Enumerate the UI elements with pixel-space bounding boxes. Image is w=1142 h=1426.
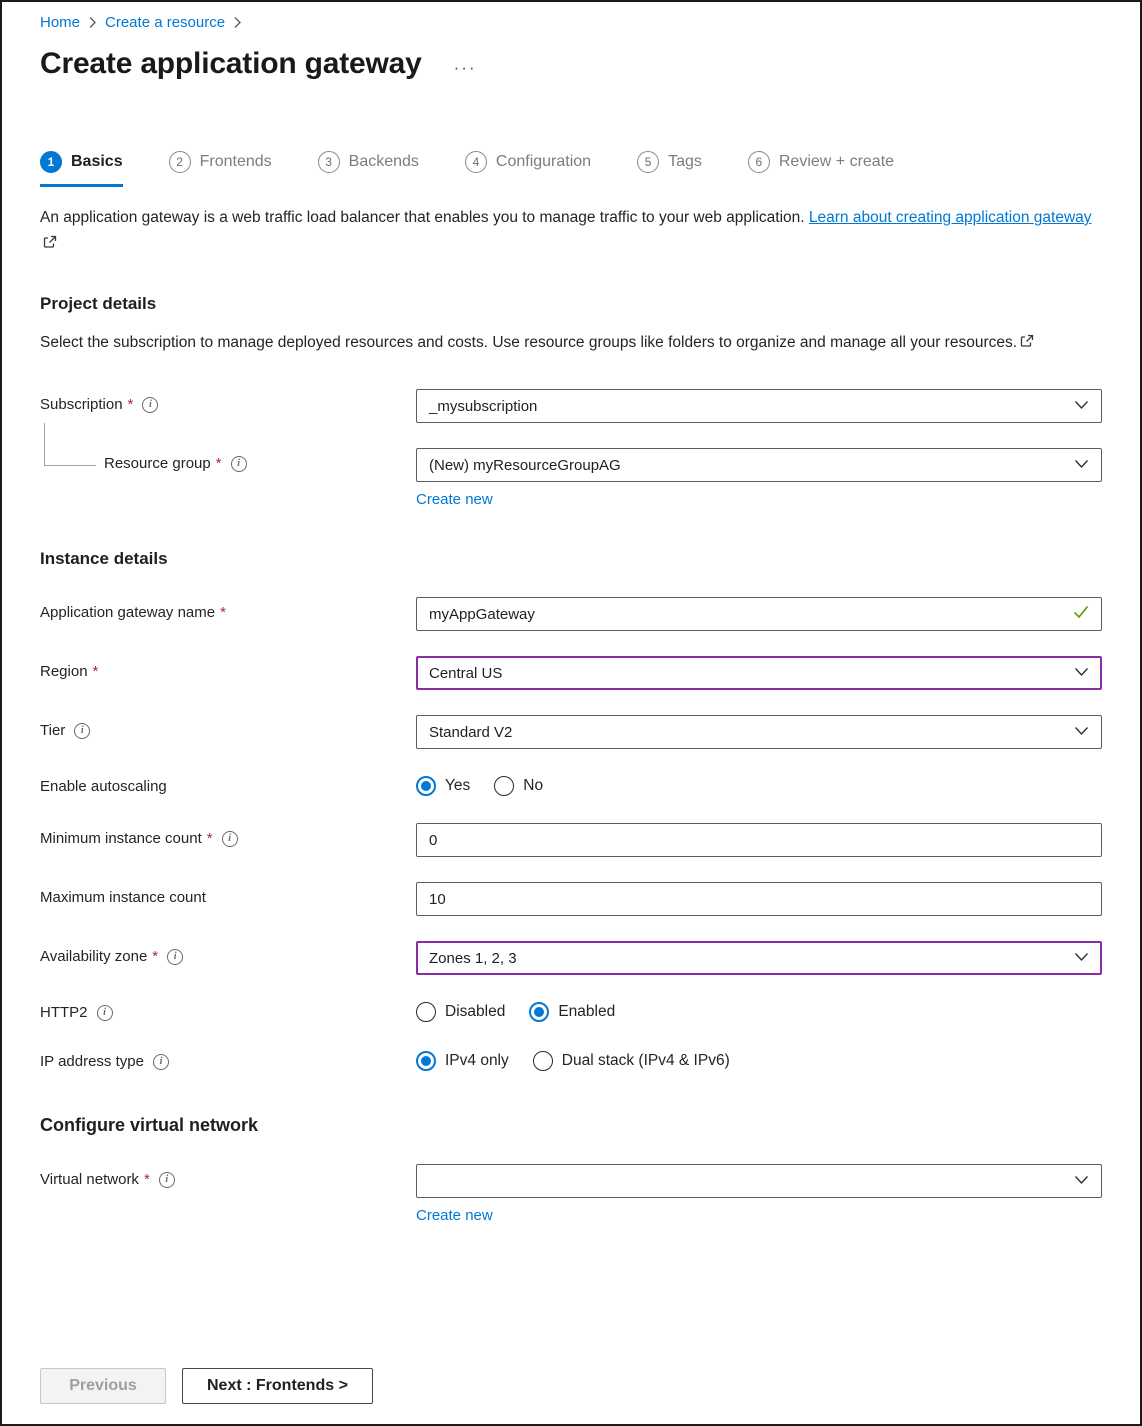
info-icon[interactable]: i	[74, 723, 90, 739]
availability-zone-row	[40, 941, 1102, 975]
virtual-network-label: Virtual network	[40, 1171, 139, 1188]
tab-configuration[interactable]	[465, 151, 591, 187]
required-marker: *	[92, 663, 99, 680]
next-frontends-button[interactable]: Next : Frontends >	[182, 1368, 373, 1404]
min-instance-count-input[interactable]	[416, 823, 1102, 857]
http2-enabled-radio[interactable]: Enabled	[529, 1002, 615, 1022]
ip-address-type-radio-group	[416, 1049, 1102, 1071]
availability-zone-label: Availability zone	[40, 948, 148, 965]
subscription-label: Subscription	[40, 396, 123, 413]
virtual-network-dropdown[interactable]	[416, 1164, 1102, 1198]
ip-address-type-row	[40, 1049, 1102, 1071]
create-new-resource-group-link[interactable]: Create new	[416, 491, 493, 508]
http2-disabled-radio[interactable]: Disabled	[416, 1002, 505, 1022]
chevron-down-icon	[1074, 949, 1089, 967]
radio-unselected-icon	[533, 1051, 553, 1071]
breadcrumb	[40, 12, 1102, 31]
required-marker: *	[206, 830, 213, 847]
max-instance-count-row	[40, 882, 1102, 916]
chevron-down-icon	[1074, 456, 1089, 474]
max-instance-count-label: Maximum instance count	[40, 889, 206, 906]
radio-unselected-icon	[494, 776, 514, 796]
required-marker: *	[143, 1171, 150, 1188]
tab-number-badge: 2	[169, 151, 191, 173]
intro-description: An application gateway is a web traffic load balancer that enables you to manage traffic to your web application.	[40, 209, 805, 226]
chevron-down-icon	[1074, 723, 1089, 741]
tab-number-badge: 5	[637, 151, 659, 173]
max-instance-count-input[interactable]	[416, 882, 1102, 916]
enable-autoscaling-radio-group	[416, 774, 1102, 796]
info-icon[interactable]: i	[153, 1054, 169, 1070]
previous-button: Previous	[40, 1368, 166, 1404]
min-instance-count-label: Minimum instance count	[40, 830, 202, 847]
breadcrumb-home-link[interactable]: Home	[40, 14, 81, 31]
page-title: Create application gateway	[40, 47, 422, 80]
radio-selected-icon	[529, 1002, 549, 1022]
external-link-icon	[43, 232, 57, 258]
configure-virtual-network-heading: Configure virtual network	[40, 1115, 259, 1135]
chevron-right-icon	[233, 16, 242, 29]
resource-group-dropdown[interactable]: (New) myResourceGroupAG	[416, 448, 1102, 482]
wizard-footer	[40, 1368, 373, 1404]
external-link-icon	[1020, 331, 1034, 357]
tab-tags[interactable]	[637, 151, 702, 187]
tab-label: Basics	[71, 153, 123, 170]
tab-review-create[interactable]	[748, 151, 894, 187]
nesting-connector-line	[44, 423, 96, 466]
radio-unselected-icon	[416, 1002, 436, 1022]
chevron-down-icon	[1074, 1172, 1089, 1190]
autoscaling-yes-radio[interactable]: Yes	[416, 776, 470, 796]
create-new-virtual-network-link[interactable]: Create new	[416, 1207, 493, 1224]
required-marker: *	[127, 396, 134, 413]
tab-number-badge: 6	[748, 151, 770, 173]
tab-label: Tags	[668, 153, 702, 170]
http2-label: HTTP2	[40, 1004, 88, 1021]
instance-details-heading: Instance details	[40, 549, 168, 568]
learn-about-link[interactable]: Learn about creating application gateway	[808, 209, 1092, 226]
ipv4-only-radio[interactable]: IPv4 only	[416, 1051, 509, 1071]
chevron-down-icon	[1074, 664, 1089, 682]
resource-group-label: Resource group	[104, 455, 211, 472]
http2-radio-group	[416, 1000, 1102, 1022]
tier-dropdown[interactable]: Standard V2	[416, 715, 1102, 749]
app-gateway-name-label: Application gateway name	[40, 604, 216, 621]
app-gateway-name-input-wrap	[416, 597, 1102, 631]
min-instance-count-row	[40, 823, 1102, 857]
required-marker: *	[220, 604, 226, 621]
tab-backends[interactable]	[318, 151, 419, 187]
subscription-row	[40, 389, 1102, 423]
tab-frontends[interactable]	[169, 151, 272, 187]
info-icon[interactable]: i	[97, 1005, 113, 1021]
required-marker: *	[215, 455, 222, 472]
radio-selected-icon	[416, 1051, 436, 1071]
tab-number-badge: 3	[318, 151, 340, 173]
resource-group-row	[40, 448, 1102, 509]
valid-check-icon	[1073, 605, 1089, 624]
tier-label: Tier	[40, 722, 66, 739]
app-gateway-name-row	[40, 597, 1102, 631]
tab-label: Frontends	[199, 153, 272, 170]
more-options-icon[interactable]: ···	[453, 58, 477, 77]
info-icon[interactable]: i	[222, 831, 238, 847]
subscription-dropdown[interactable]: _mysubscription	[416, 389, 1102, 423]
project-details-heading: Project details	[40, 294, 157, 313]
region-label: Region	[40, 663, 88, 680]
intro-text	[40, 205, 1102, 258]
info-icon[interactable]: i	[142, 397, 158, 413]
ip-address-type-label: IP address type	[40, 1053, 144, 1070]
enable-autoscaling-row	[40, 774, 1102, 796]
tab-number-badge: 4	[465, 151, 487, 173]
autoscaling-no-radio[interactable]: No	[494, 776, 543, 796]
info-icon[interactable]: i	[231, 456, 247, 472]
http2-row	[40, 1000, 1102, 1022]
breadcrumb-create-resource-link[interactable]: Create a resource	[105, 14, 226, 31]
dual-stack-radio[interactable]: Dual stack (IPv4 & IPv6)	[533, 1051, 730, 1071]
tab-label: Configuration	[495, 153, 592, 170]
region-row	[40, 656, 1102, 690]
tab-label: Backends	[348, 153, 419, 170]
tab-number-badge: 1	[40, 151, 62, 173]
region-dropdown[interactable]: Central US	[416, 656, 1102, 690]
info-icon[interactable]: i	[159, 1172, 175, 1188]
wizard-tabs	[40, 151, 1102, 187]
tab-basics[interactable]	[40, 151, 123, 187]
project-details-description: Select the subscription to manage deployed resources and costs. Use resource groups like folders to organize and manage all your resources.	[40, 330, 1102, 357]
info-icon[interactable]: i	[167, 949, 183, 965]
radio-selected-icon	[416, 776, 436, 796]
enable-autoscaling-label: Enable autoscaling	[40, 778, 167, 795]
virtual-network-row	[40, 1164, 1102, 1225]
chevron-down-icon	[1074, 397, 1089, 415]
app-gateway-name-input[interactable]	[429, 606, 1073, 623]
tab-label: Review + create	[778, 153, 895, 170]
availability-zone-dropdown[interactable]: Zones 1, 2, 3	[416, 941, 1102, 975]
required-marker: *	[152, 948, 159, 965]
tier-row	[40, 715, 1102, 749]
chevron-right-icon	[88, 16, 97, 29]
